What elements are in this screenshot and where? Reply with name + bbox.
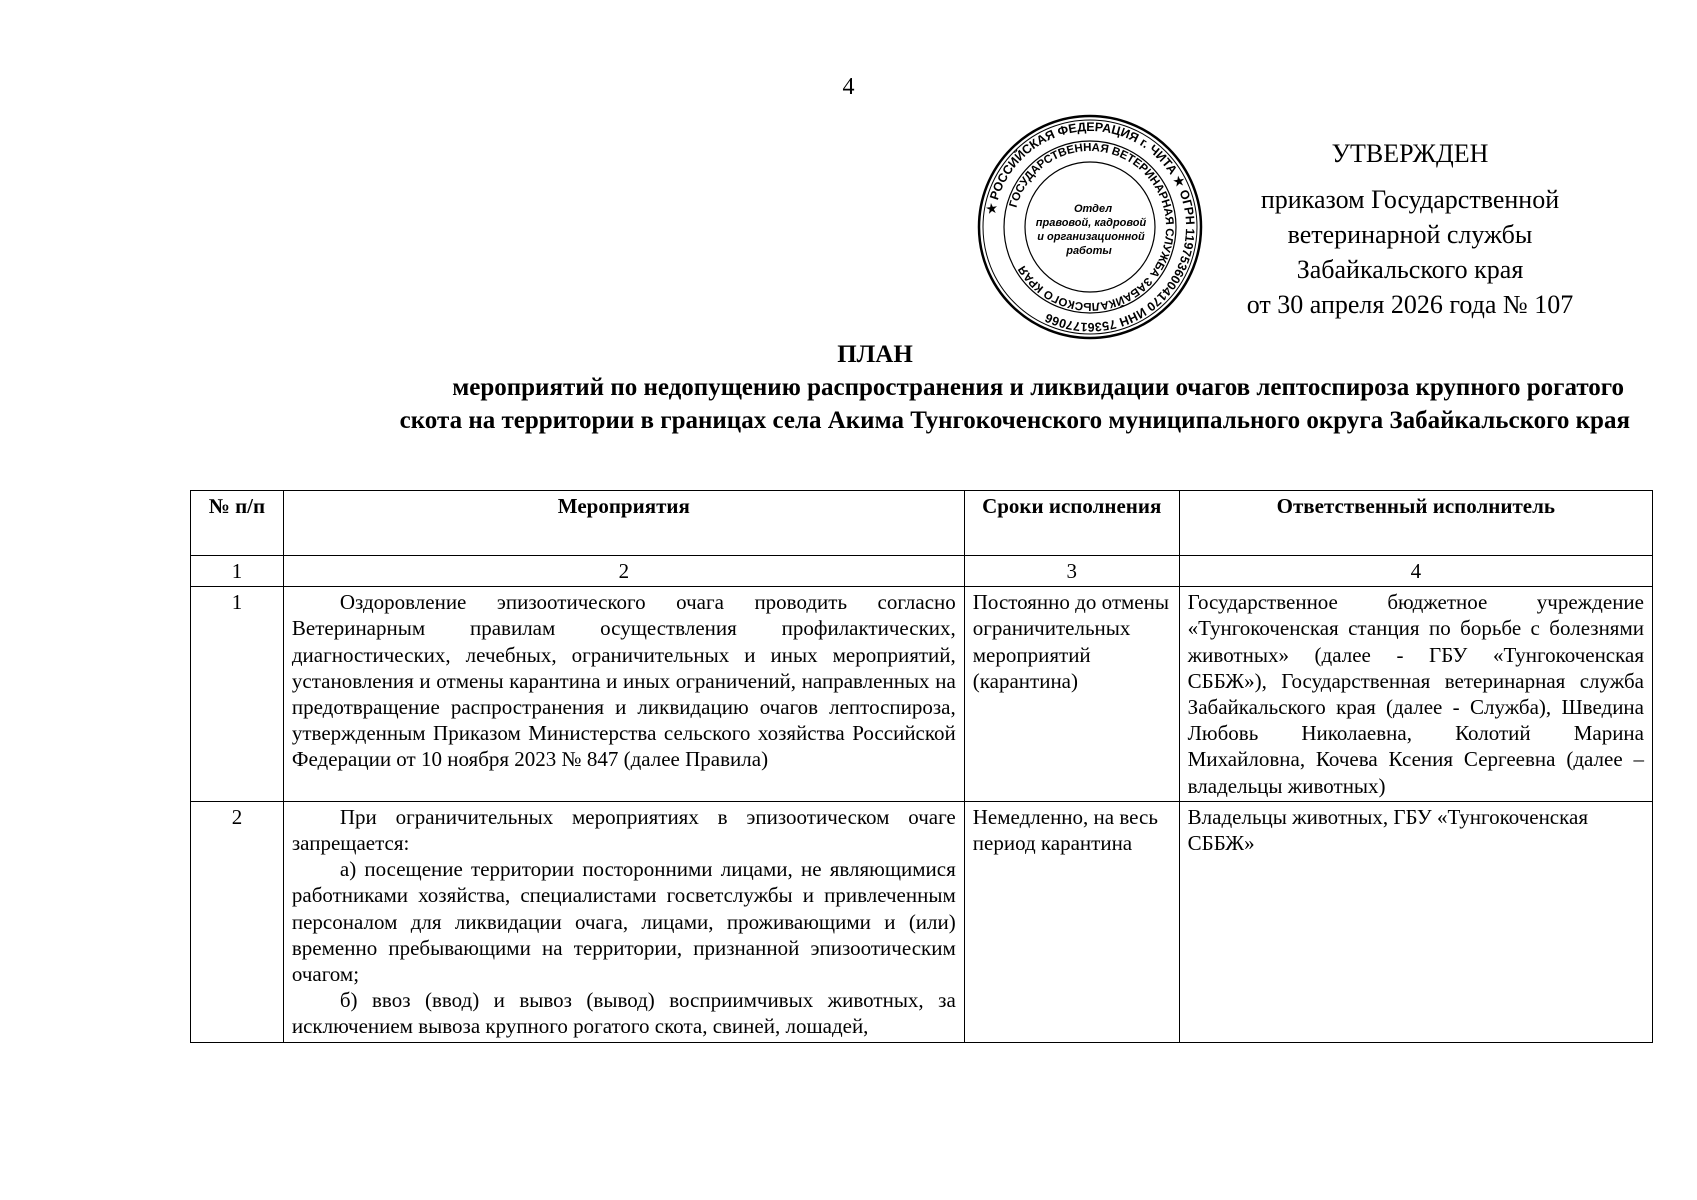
approval-line: ветеринарной службы <box>1287 220 1533 249</box>
header-num: № п/п <box>191 491 284 556</box>
column-number-row <box>191 556 1653 587</box>
approval-line: от 30 апреля 2026 года № 107 <box>1246 290 1574 319</box>
approval-heading: УТВЕРЖДЕН <box>1331 139 1489 168</box>
seal-center-line: правовой, кадровой <box>1035 217 1147 229</box>
header-activity: Мероприятия <box>283 491 964 556</box>
header-responsible: Ответственный исполнитель <box>1179 491 1652 556</box>
seal-center-line: и организационной <box>1037 231 1145 243</box>
plan-table <box>190 490 1653 1043</box>
table-row <box>191 801 1653 1042</box>
row-deadline: Немедленно, на весь период карантина <box>964 801 1179 1042</box>
table-header-row <box>191 491 1653 556</box>
svg-text:ГОСУДАРСТВЕННАЯ ВЕТЕРИНАРНАЯ С: ГОСУДАРСТВЕННАЯ ВЕТЕРИНАРНАЯ СЛУЖБА ЗАБАЙКАЛЬСКОГО КРАЯ <box>1007 141 1176 313</box>
seal-center-line: работы <box>1066 245 1112 257</box>
svg-text:★ РОССИЙСКАЯ ФЕДЕРАЦИЯ г. ЧИТА: ★ РОССИЙСКАЯ ФЕДЕРАЦИЯ г. ЧИТА ★ ОГРН 1197536004170 ИНН 7536177066 <box>983 119 1198 335</box>
column-number: 2 <box>283 556 964 587</box>
row-activity: Оздоровление эпизоотического очага проводить согласно Ветеринарным правилам осуществления профилактических, диагностических, лечебных, ограничительных и иных мероприятий, установления и отмены карантина и иных ограничений, направленных на предотвращение распространения и ликвидацию очагов лептоспироза, утвержденным Приказом Министерства сельского хозяйства Российской Федерации от 10 ноября 2023 № 847 (далее Правила) <box>283 587 964 802</box>
title-line: скота на территории в границах села Акима Тунгокоченского муниципального округа Забайкальского края <box>399 407 1630 434</box>
title-plan: ПЛАН <box>837 341 913 368</box>
approval-line: Забайкальского края <box>1296 255 1524 284</box>
header-deadline: Сроки исполнения <box>964 491 1179 556</box>
table-row <box>191 587 1653 802</box>
column-number: 4 <box>1179 556 1652 587</box>
column-number: 3 <box>964 556 1179 587</box>
approval-block <box>1210 136 1610 322</box>
row-number: 2 <box>191 801 284 1042</box>
page-number: 4 <box>842 74 855 100</box>
seal-center-line: Отдел <box>1073 203 1113 215</box>
row-responsible: Государственное бюджетное учреждение «Тунгокоченская станция по борьбе с болезнями животных» (далее - ГБУ «Тунгокоченская СББЖ»), Государственная ветеринарная служба Забайкальского края (далее - Служба), Шведина Любовь Николаевна, Колотий Марина Михайловна, Кочева Ксения Сергеевна (далее – владельцы животных) <box>1179 587 1652 802</box>
activity-paragraph: б) ввоз (ввод) и вывоз (вывод) восприимчивых животных, за исключением вывоза крупного рогатого скота, свиней, лошадей, <box>291 988 956 1039</box>
row-number: 1 <box>191 587 284 802</box>
approval-line: приказом Государственной <box>1260 185 1560 214</box>
row-activity <box>283 801 964 1042</box>
activity-paragraph: При ограничительных мероприятиях в эпизоотическом очаге запрещается: <box>291 804 956 856</box>
row-responsible: Владельцы животных, ГБУ «Тунгокоченская СББЖ» <box>1179 801 1652 1042</box>
document-title <box>120 338 1630 437</box>
column-number: 1 <box>191 556 284 587</box>
official-seal <box>975 112 1205 342</box>
title-line: мероприятий по недопущению распространения и ликвидации очагов лептоспироза крупного рогатого <box>452 374 1624 401</box>
row-deadline: Постоянно до отмены ограничительных мероприятий (карантина) <box>964 587 1179 802</box>
activity-paragraph: а) посещение территории посторонними лицами, не являющимися работниками хозяйства, специалистами госветслужбы и привлеченным персоналом для ликвидации очага, лицами, проживающими и (или) временно пребывающими на территории, признанной эпизоотическим очагом; <box>291 857 956 987</box>
